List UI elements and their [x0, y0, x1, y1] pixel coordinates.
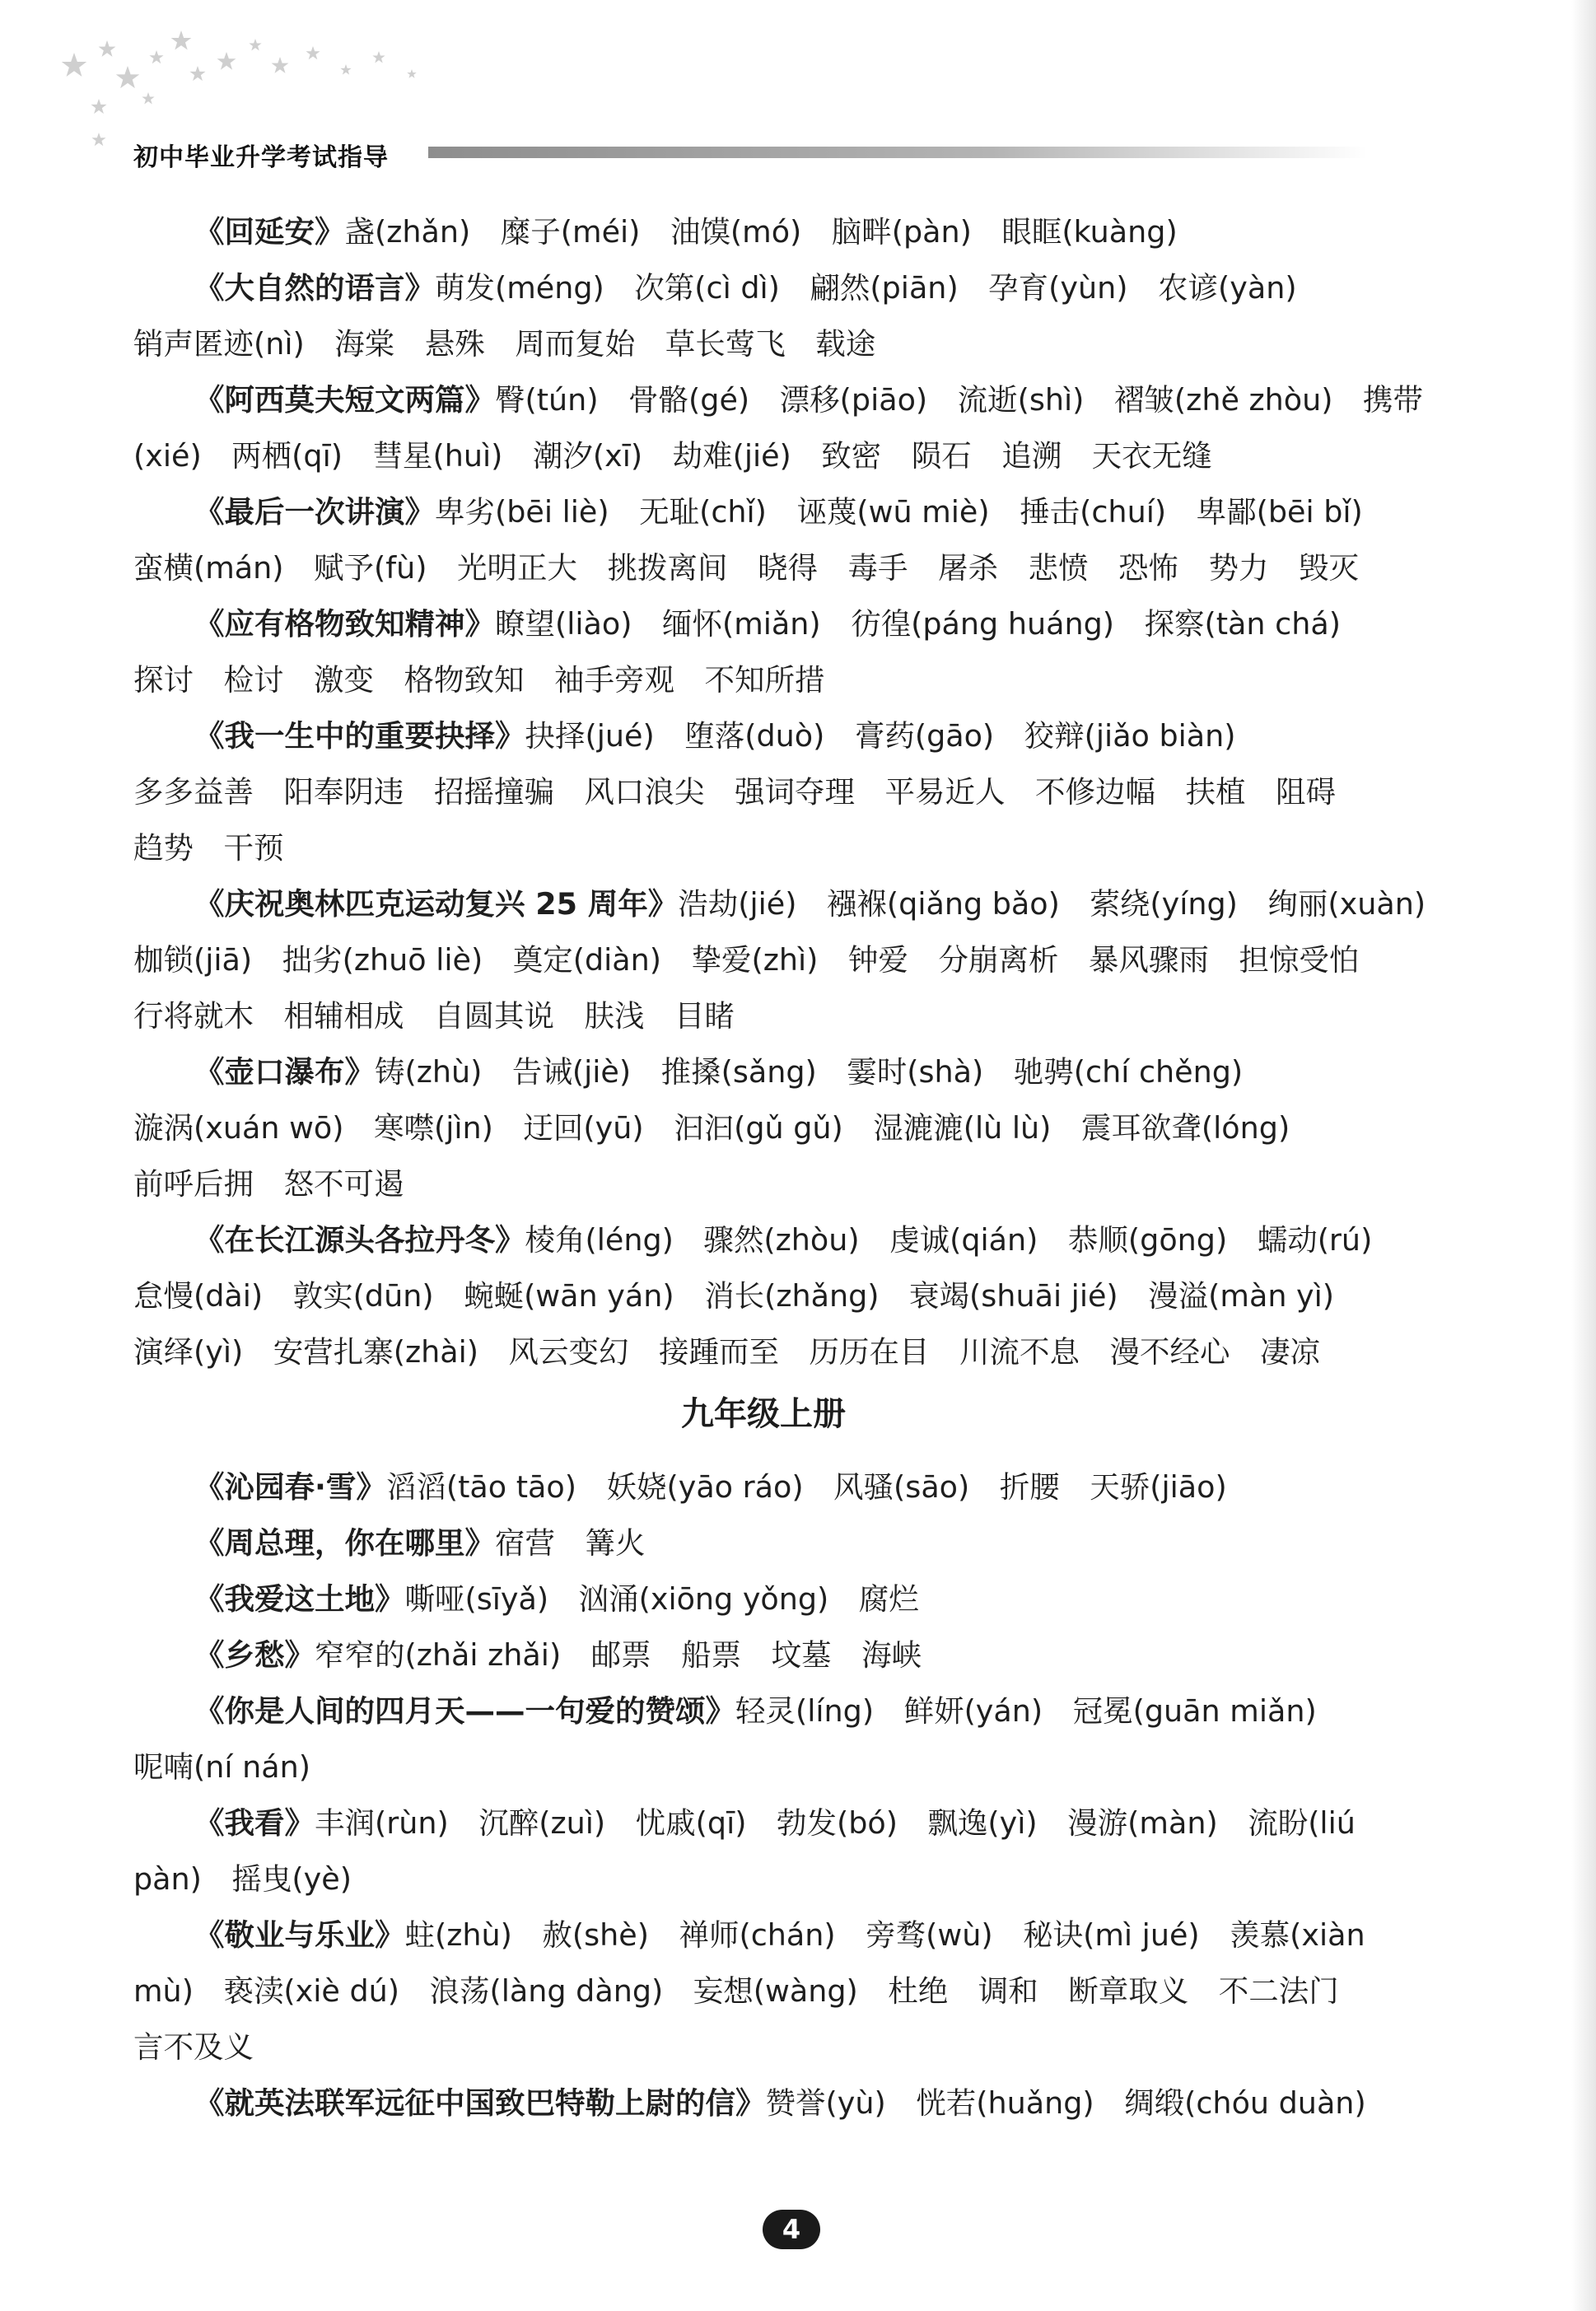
- vocab-line: [133, 260, 1459, 316]
- vocab-line: [133, 1627, 1459, 1683]
- vocab-terms: 抉择(jué) 堕落(duò) 膏药(gāo) 狡辩(jiǎo biàn): [525, 718, 1236, 754]
- vocab-terms: 萌发(méng) 次第(cì dì) 翩然(piān) 孕育(yùn) 农谚(yàn): [435, 270, 1297, 306]
- lesson-title: 《我爱这土地》: [194, 1581, 405, 1617]
- vocab-line: [133, 820, 1459, 876]
- page-edge-shadow: [1571, 0, 1596, 2311]
- vocab-line: [133, 708, 1459, 764]
- lesson-title: 《乡愁》: [194, 1637, 315, 1673]
- vocab-line: [133, 2075, 1459, 2131]
- vocab-terms: 轻灵(líng) 鲜妍(yán) 冠冕(guān miǎn): [735, 1693, 1317, 1729]
- vocab-line: [133, 1851, 1459, 1907]
- vocab-line: [133, 1795, 1459, 1851]
- vocab-line: [133, 428, 1459, 484]
- lesson-title: 《沁园春·雪》: [194, 1469, 386, 1505]
- vocab-terms: 怠慢(dài) 敦实(dūn) 蜿蜒(wān yán) 消长(zhǎng) 衰竭(shuāi jié) 漫溢(màn yì): [133, 1278, 1335, 1314]
- vocab-terms: 前呼后拥 怒不可遏: [133, 1166, 404, 1202]
- vocab-terms: 销声匿迹(nì) 海棠 悬殊 周而复始 草长莺飞 载途: [133, 326, 876, 362]
- vocab-line: [133, 596, 1459, 652]
- vocab-line: [133, 876, 1459, 932]
- vocab-line: [133, 316, 1459, 372]
- header-rule: [428, 147, 1367, 158]
- vocab-terms: 行将就木 相辅相成 自圆其说 肤浅 目睹: [133, 998, 735, 1034]
- vocab-terms: (xié) 两栖(qī) 彗星(huì) 潮汐(xī) 劫难(jié) 致密 陨石 追溯 天衣无缝: [133, 438, 1212, 474]
- vocab-terms: 盏(zhǎn) 糜子(méi) 油馍(mó) 脑畔(pàn) 眼眶(kuàng): [344, 214, 1178, 250]
- vocab-terms: 呢喃(ní nán): [133, 1749, 310, 1785]
- vocab-line: [133, 1515, 1459, 1571]
- vocab-line: [133, 1683, 1459, 1739]
- vocab-line: [133, 204, 1459, 260]
- lesson-title: 《壶口瀑布》: [194, 1054, 375, 1090]
- vocab-terms: 卑劣(bēi liè) 无耻(chǐ) 诬蔑(wū miè) 捶击(chuí) 卑鄙(bēi bǐ): [435, 494, 1363, 530]
- section-heading: 九年级上册: [681, 1394, 846, 1433]
- page-number: 4: [763, 2210, 820, 2249]
- vocab-terms: 窄窄的(zhǎi zhǎi) 邮票 船票 坟墓 海峡: [315, 1637, 922, 1673]
- header-title: 初中毕业升学考试指导: [133, 143, 389, 172]
- vocab-line: [133, 764, 1459, 820]
- lesson-title: 《庆祝奥林匹克运动复兴 25 周年》: [194, 886, 679, 922]
- vocab-terms: 枷锁(jiā) 拙劣(zhuō liè) 奠定(diàn) 挚爱(zhì) 钟爱 分崩离析 暴风骤雨 担惊受怕: [133, 942, 1360, 978]
- vocab-terms: 探讨 检讨 激变 格物致知 袖手旁观 不知所措: [133, 662, 825, 698]
- lesson-title: 《最后一次讲演》: [194, 494, 435, 530]
- vocab-terms: 多多益善 阳奉阴违 招摇撞骗 风口浪尖 强词夺理 平易近人 不修边幅 扶植 阻碍: [133, 774, 1336, 810]
- lesson-title: 《周总理，你在哪里》: [194, 1525, 495, 1561]
- vocab-terms: 臀(tún) 骨骼(gé) 漂移(piāo) 流逝(shì) 褶皱(zhě zhòu) 携带: [495, 382, 1424, 418]
- lesson-title: 《就英法联军远征中国致巴特勒上尉的信》: [194, 2085, 766, 2121]
- vocab-terms: 嘶哑(sīyǎ) 汹涌(xiōng yǒng) 腐烂: [404, 1581, 919, 1617]
- vocab-terms: 棱角(léng) 骤然(zhòu) 虔诚(qián) 恭顺(gōng) 蠕动(rú): [525, 1222, 1373, 1258]
- vocab-terms: 言不及义: [133, 2029, 254, 2065]
- vocab-line: [133, 1324, 1459, 1380]
- vocab-line: [133, 2019, 1459, 2075]
- vocab-line: [133, 932, 1459, 988]
- vocab-terms: 蛀(zhù) 赦(shè) 禅师(chán) 旁骛(wù) 秘诀(mì jué) 羡慕(xiàn: [404, 1917, 1365, 1953]
- vocab-terms: 演绎(yì) 安营扎寨(zhài) 风云变幻 接踵而至 历历在目 川流不息 漫不经心 凄凉: [133, 1334, 1321, 1370]
- vocab-line: [133, 1963, 1459, 2019]
- vocab-line: [133, 1907, 1459, 1963]
- vocab-terms: 浩劫(jié) 襁褓(qiǎng bǎo) 萦绕(yíng) 绚丽(xuàn): [678, 886, 1426, 922]
- vocab-terms: mù) 亵渎(xiè dú) 浪荡(làng dàng) 妄想(wàng) 杜绝 调和 断章取义 不二法门: [133, 1973, 1339, 2009]
- lesson-title: 《敬业与乐业》: [194, 1917, 405, 1953]
- vocab-line: [133, 652, 1459, 708]
- vocab-terms: 铸(zhù) 告诫(jiè) 推搡(sǎng) 霎时(shà) 驰骋(chí chěng): [375, 1054, 1244, 1090]
- vocab-terms: 趋势 干预: [133, 830, 284, 866]
- vocab-terms: 宿营 篝火: [495, 1525, 646, 1561]
- vocab-line: [133, 1100, 1459, 1156]
- lesson-title: 《阿西莫夫短文两篇》: [194, 382, 495, 418]
- vocab-terms: 滔滔(tāo tāo) 妖娆(yāo ráo) 风骚(sāo) 折腰 天骄(jiāo): [385, 1469, 1227, 1505]
- vocab-line: [133, 372, 1459, 428]
- lesson-title: 《我看》: [194, 1805, 315, 1841]
- vocab-terms: 蛮横(mán) 赋予(fù) 光明正大 挑拨离间 晓得 毒手 屠杀 悲愤 恐怖 势力 毁灭: [133, 550, 1359, 586]
- lesson-title: 《在长江源头各拉丹冬》: [194, 1222, 525, 1258]
- stars-decoration: [49, 16, 445, 156]
- lesson-title: 《你是人间的四月天——一句爱的赞颂》: [194, 1693, 735, 1729]
- vocab-line: [133, 988, 1459, 1044]
- lesson-title: 《大自然的语言》: [194, 270, 435, 306]
- vocab-line: [133, 1739, 1459, 1795]
- lesson-title: 《我一生中的重要抉择》: [194, 718, 525, 754]
- vocab-terms: 丰润(rùn) 沉醉(zuì) 忧戚(qī) 勃发(bó) 飘逸(yì) 漫游(màn) 流盼(liú: [315, 1805, 1356, 1841]
- vocab-terms: 瞭望(liào) 缅怀(miǎn) 彷徨(páng huáng) 探察(tàn chá): [495, 606, 1341, 642]
- vocab-line: [133, 1459, 1459, 1515]
- vocab-terms: 漩涡(xuán wō) 寒噤(jìn) 迂回(yū) 汩汩(gǔ gǔ) 湿漉漉(lù lù) 震耳欲聋(lóng): [133, 1110, 1290, 1146]
- vocab-line: [133, 1212, 1459, 1268]
- vocabulary-list: [133, 204, 1459, 2131]
- lesson-title: 《应有格物致知精神》: [194, 606, 495, 642]
- lesson-title: 《回延安》: [194, 214, 345, 250]
- vocab-terms: pàn) 摇曳(yè): [133, 1861, 352, 1897]
- vocab-line: [133, 1571, 1459, 1627]
- vocab-line: [133, 484, 1459, 540]
- vocab-line: [133, 540, 1459, 596]
- vocab-terms: 赞誉(yù) 恍若(huǎng) 绸缎(chóu duàn): [765, 2085, 1366, 2121]
- vocab-line: [133, 1156, 1459, 1212]
- vocab-line: [133, 1044, 1459, 1100]
- vocab-line: [133, 1268, 1459, 1324]
